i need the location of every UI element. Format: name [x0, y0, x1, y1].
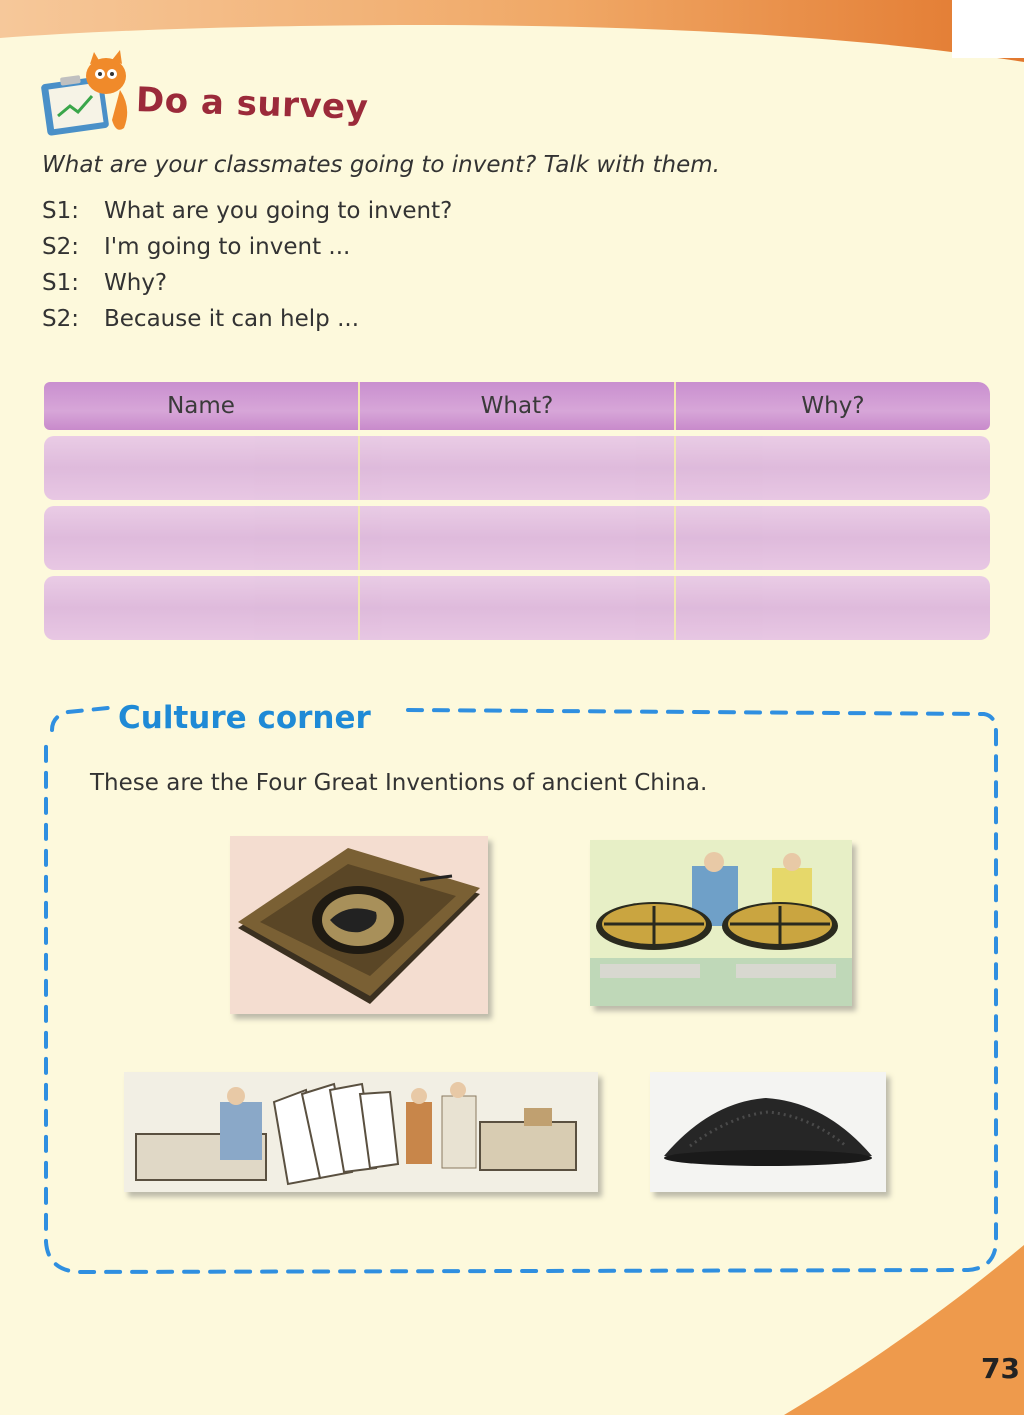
- survey-table: [44, 382, 990, 644]
- section-title: Do a survey: [135, 79, 369, 129]
- table-cell-why[interactable]: [676, 506, 990, 570]
- dialogue-line: [42, 270, 452, 306]
- dialogue-line: [42, 198, 452, 234]
- dialogue-text: I'm going to invent ...: [104, 234, 351, 260]
- table-cell-why[interactable]: [676, 436, 990, 500]
- dialogue-line: [42, 234, 452, 270]
- table-row: [44, 576, 990, 640]
- table-cell-name[interactable]: [44, 436, 360, 500]
- speaker-label: S2:: [42, 234, 79, 260]
- table-row: [44, 506, 990, 570]
- table-cell-what[interactable]: [360, 576, 676, 640]
- culture-corner-text: These are the Four Great Inventions of ancient China.: [90, 770, 708, 796]
- table-cell-name[interactable]: [44, 506, 360, 570]
- gunpowder-image: [650, 1072, 886, 1192]
- white-corner: [952, 0, 1024, 58]
- table-cell-what[interactable]: [360, 436, 676, 500]
- table-header-row: [44, 382, 990, 430]
- table-cell-what[interactable]: [360, 506, 676, 570]
- table-row: [44, 436, 990, 500]
- dialogue-line: [42, 306, 452, 342]
- papermaking-image: [124, 1072, 598, 1192]
- dialogue-text: What are you going to invent?: [104, 198, 453, 224]
- clipboard-cat-icon: [40, 50, 140, 140]
- dialogue: [42, 198, 452, 342]
- culture-corner-title: Culture corner: [112, 700, 377, 736]
- speaker-label: S1:: [42, 198, 79, 224]
- printing-image: [590, 840, 852, 1006]
- page-number: 73: [981, 1352, 1020, 1385]
- dialogue-text: Because it can help ...: [104, 306, 359, 332]
- column-header-why: Why?: [801, 393, 865, 419]
- speaker-label: S1:: [42, 270, 79, 296]
- column-header-name: Name: [44, 382, 360, 430]
- table-cell-why[interactable]: [676, 576, 990, 640]
- compass-image: [230, 836, 488, 1014]
- column-header-what: What?: [360, 382, 676, 430]
- dialogue-text: Why?: [104, 270, 168, 296]
- top-orange-band: [0, 0, 1024, 70]
- speaker-label: S2:: [42, 306, 79, 332]
- table-cell-name[interactable]: [44, 576, 360, 640]
- survey-instruction: What are your classmates going to invent? Talk with them.: [42, 152, 720, 178]
